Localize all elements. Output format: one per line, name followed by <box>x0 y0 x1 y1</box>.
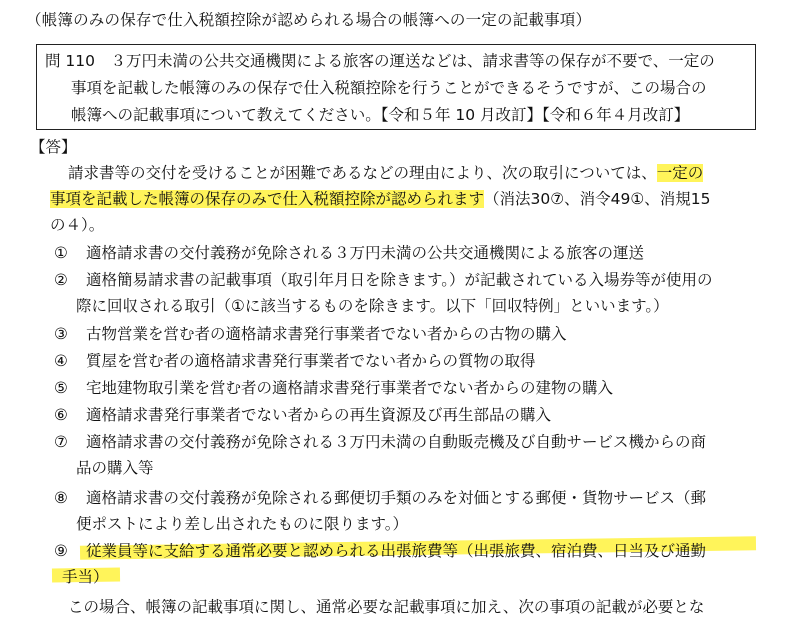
intro-text: （消法30⑦、消令49①、消規15 <box>484 190 711 208</box>
answer-label: 【答】 <box>30 138 77 156</box>
intro-line-3: の４）。 <box>50 216 105 234</box>
question-line-3: 帳簿への記載事項について教えてください。【令和５年 10 月改訂】【令和６年４月改訂】 <box>71 106 690 124</box>
intro-line-1 <box>68 161 703 183</box>
list-item-continuation: 便ポストにより差し出されたものに限ります。） <box>76 515 409 533</box>
intro-highlight: 一定の <box>656 164 704 182</box>
list-item-continuation: 際に回収される取引（①に該当するものを除きます。以下「回収特例」といいます。） <box>76 297 669 315</box>
list-item: ① 適格請求書の交付義務が免除される３万円未満の公共交通機関による旅客の運送 <box>54 244 645 262</box>
intro-text: 請求書等の交付を受けることが困難であるなどの理由により、次の取引については、 <box>68 164 657 182</box>
list-item: ⑧ 適格請求書の交付義務が免除される郵便切手類のみを対価とする郵便・貨物サービス（郵 <box>54 489 707 507</box>
section-heading: （帳簿のみの保存で仕入税額控除が認められる場合の帳簿への一定の記載事項） <box>26 11 592 29</box>
list-item-highlighted: ⑨ 従業員等に支給する通常必要と認められる出張旅費等（出張旅費、宿泊費、日当及び通勤 <box>54 542 707 560</box>
closing-line: この場合、帳簿の記載事項に関し、通常必要な記載事項に加え、次の事項の記載が必要とな <box>68 598 705 616</box>
list-item: ② 適格簡易請求書の記載事項（取引年月日を除きます。）が記載されている入場券等が使用の <box>54 271 713 289</box>
list-item-continuation: 品の購入等 <box>76 459 154 477</box>
question-line-1: 問 110 ３万円未満の公共交通機関による旅客の運送などは、請求書等の保存が不要で、一定の <box>45 52 715 70</box>
intro-line-2 <box>50 187 710 209</box>
list-item-continuation: 手当） <box>62 568 109 586</box>
question-line-2: 事項を記載した帳簿のみの保存で仕入税額控除を行うことができるそうですが、この場合の <box>71 79 707 97</box>
list-item: ⑤ 宅地建物取引業を営む者の適格請求書発行事業者でない者からの建物の購入 <box>54 379 614 397</box>
list-item: ⑥ 適格請求書発行事業者でない者からの再生資源及び再生部品の購入 <box>54 406 552 424</box>
list-item: ③ 古物営業を営む者の適格請求書発行事業者でない者からの古物の購入 <box>54 325 567 343</box>
list-item: ⑦ 適格請求書の交付義務が免除される３万円未満の自動販売機及び自動サービス機からの商 <box>54 433 707 451</box>
list-item: ④ 質屋を営む者の適格請求書発行事業者でない者からの質物の取得 <box>54 352 536 370</box>
intro-highlight: 事項を記載した帳簿の保存のみで仕入税額控除が認められます <box>50 190 485 208</box>
question-box <box>36 44 756 130</box>
